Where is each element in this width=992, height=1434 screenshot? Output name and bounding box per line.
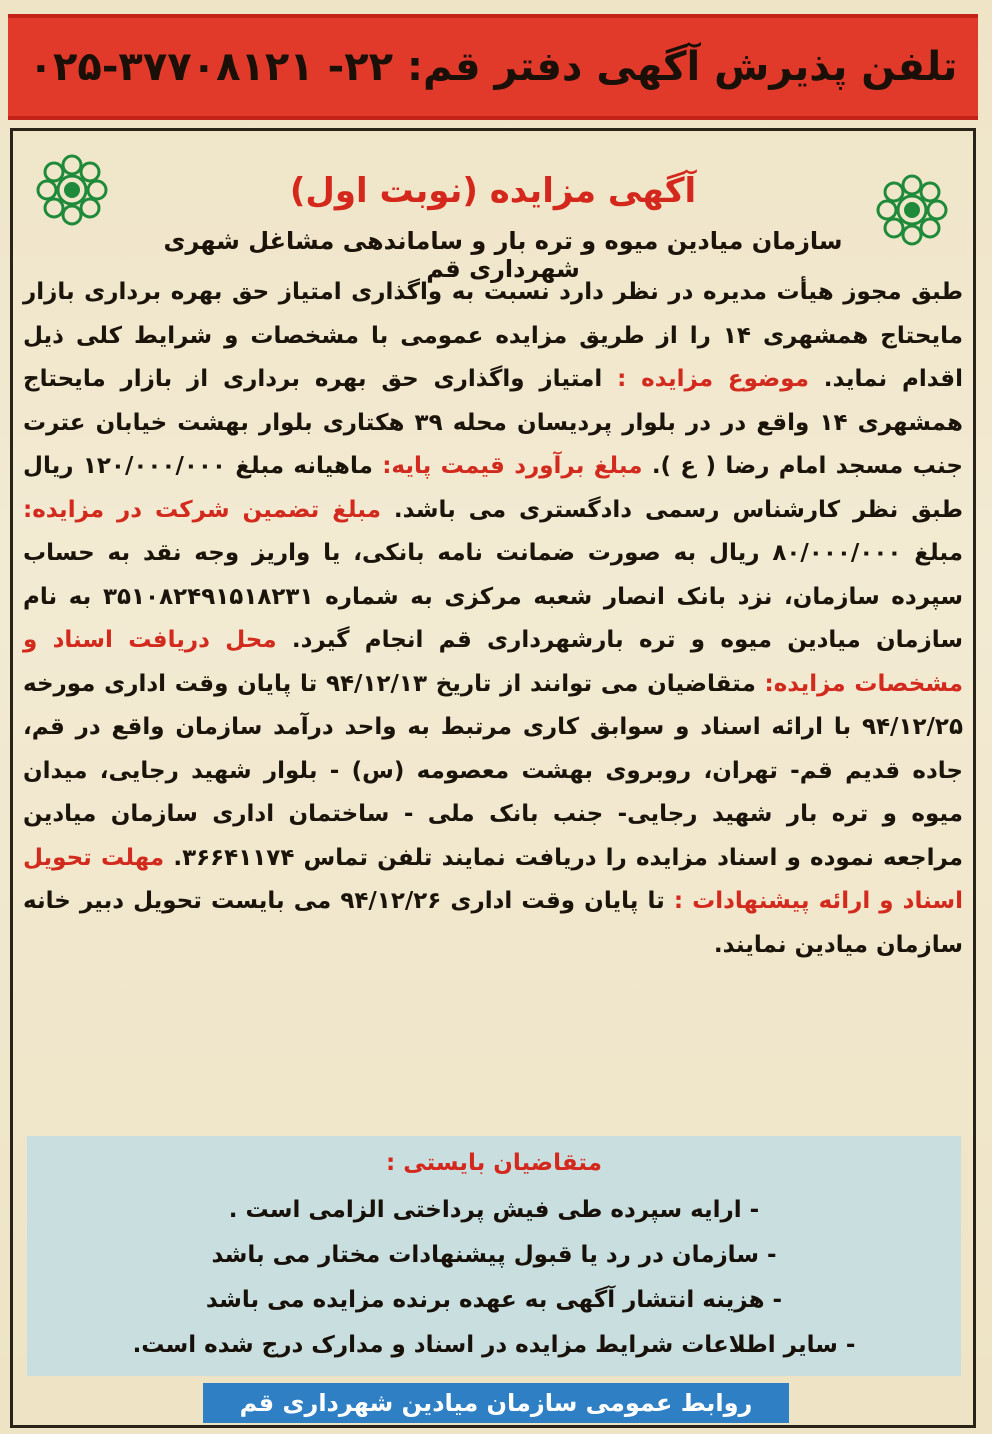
requirements-heading: متقاضیان بایستی :: [386, 1150, 602, 1176]
guarantee-text: مبلغ ۸۰/۰۰۰/۰۰۰ ریال به صورت ضمانت نامه بانکی، یا واریز وجه نقد به حساب سپرده سازمان، نزد بانک انصار شعبه مرکزی به شماره ۳۵۱۰۸۲۴۹۱۵۱۸۲۳۱ به نام سازمان میادین میوه و تره بارشهرداری قم انجام گیرد.: [23, 540, 964, 653]
organization-name: سازمان میادین میوه و تره بار و ساماندهی مشاغل شهری شهرداری قم: [163, 227, 843, 283]
documents-text: متقاضیان می توانند از تاریخ ۹۴/۱۲/۱۳ تا پایان وقت اداری مورخه ۹۴/۱۲/۲۵ با ارائه اسناد و سوابق کاری مرتبط به واحد درآمد سازمان واقع در قم، جاده قدیم قم- تهران، روبروی بهشت معصومه (س) - بلوار شهید رجایی، میدان میوه و تره بار شهید رجایی- جنب بانک ملی - ساختمان اداری سازمان میادین مراجعه نموده و اسناد مزایده را دریافت نمایند تلفن تماس ۳۶۶۴۱۱۷۴.: [23, 670, 963, 871]
documents-label: محل دریافت اسناد و مشخصات مزایده:: [23, 627, 963, 697]
notice-title: آگهی مزایده (نوبت اول): [289, 171, 697, 211]
public-relations-footer: [203, 1383, 789, 1423]
municipality-emblem-icon: [33, 151, 111, 229]
subject-text: امتیاز واگذاری حق بهره برداری از بازار مایحتاج همشهری ۱۴ واقع در در بلوار پردیسان محله ۳۹ هکتاری بلوار بهشت خیابان عترت جنب مسجد امام رضا ( ع ).: [23, 366, 963, 479]
footer-text: روابط عمومی سازمان میادین شهرداری قم: [239, 1389, 753, 1417]
requirement-item: - ارایه سپرده طی فیش پرداختی الزامی است .: [228, 1197, 760, 1223]
requirement-item: - هزینه انتشار آگهی به عهده برنده مزایده می باشد: [205, 1287, 783, 1313]
guarantee-label: مبلغ تضمین شرکت در مزایده:: [23, 496, 381, 523]
subject-label: موضوع مزایده :: [617, 366, 809, 392]
deadline-text: تا پایان وقت اداری ۹۴/۱۲/۲۶ می بایست تحویل دبیر خانه سازمان میادین نمایند.: [23, 888, 963, 958]
intro-text: طبق مجوز هیأت مدیره در نظر دارد نسبت به واگذاری امتیاز حق بهره برداری بازار مایحتاج همشهری ۱۴ را از طریق مزایده عمومی با مشخصات و شرایط کلی ذیل اقدام نماید.: [23, 279, 963, 392]
base-price-label: مبلغ برآورد قیمت پایه:: [382, 453, 643, 479]
notice-body: [23, 271, 963, 967]
phone-banner-text: تلفن پذیرش آگهی دفتر قم: ۲۲- ۳۷۷۰۸۱۲۱-۰۲۵: [28, 44, 958, 90]
deadline-label: مهلت تحویل اسناد و ارائه پیشنهادات :: [23, 844, 963, 914]
phone-banner: [8, 14, 978, 120]
base-price-text: ماهیانه مبلغ ۱۲۰/۰۰۰/۰۰۰ ریال طبق نظر کارشناس رسمی دادگستری می باشد.: [23, 453, 963, 523]
requirement-item: - سایر اطلاعات شرایط مزایده در اسناد و مدارک درج شده است.: [132, 1332, 856, 1358]
requirements-list: [27, 1188, 961, 1368]
requirement-item: - سازمان در رد یا قبول پیشنهادات مختار می باشد: [211, 1242, 777, 1268]
auction-notice: [10, 128, 976, 1428]
requirements-box: [27, 1136, 961, 1376]
